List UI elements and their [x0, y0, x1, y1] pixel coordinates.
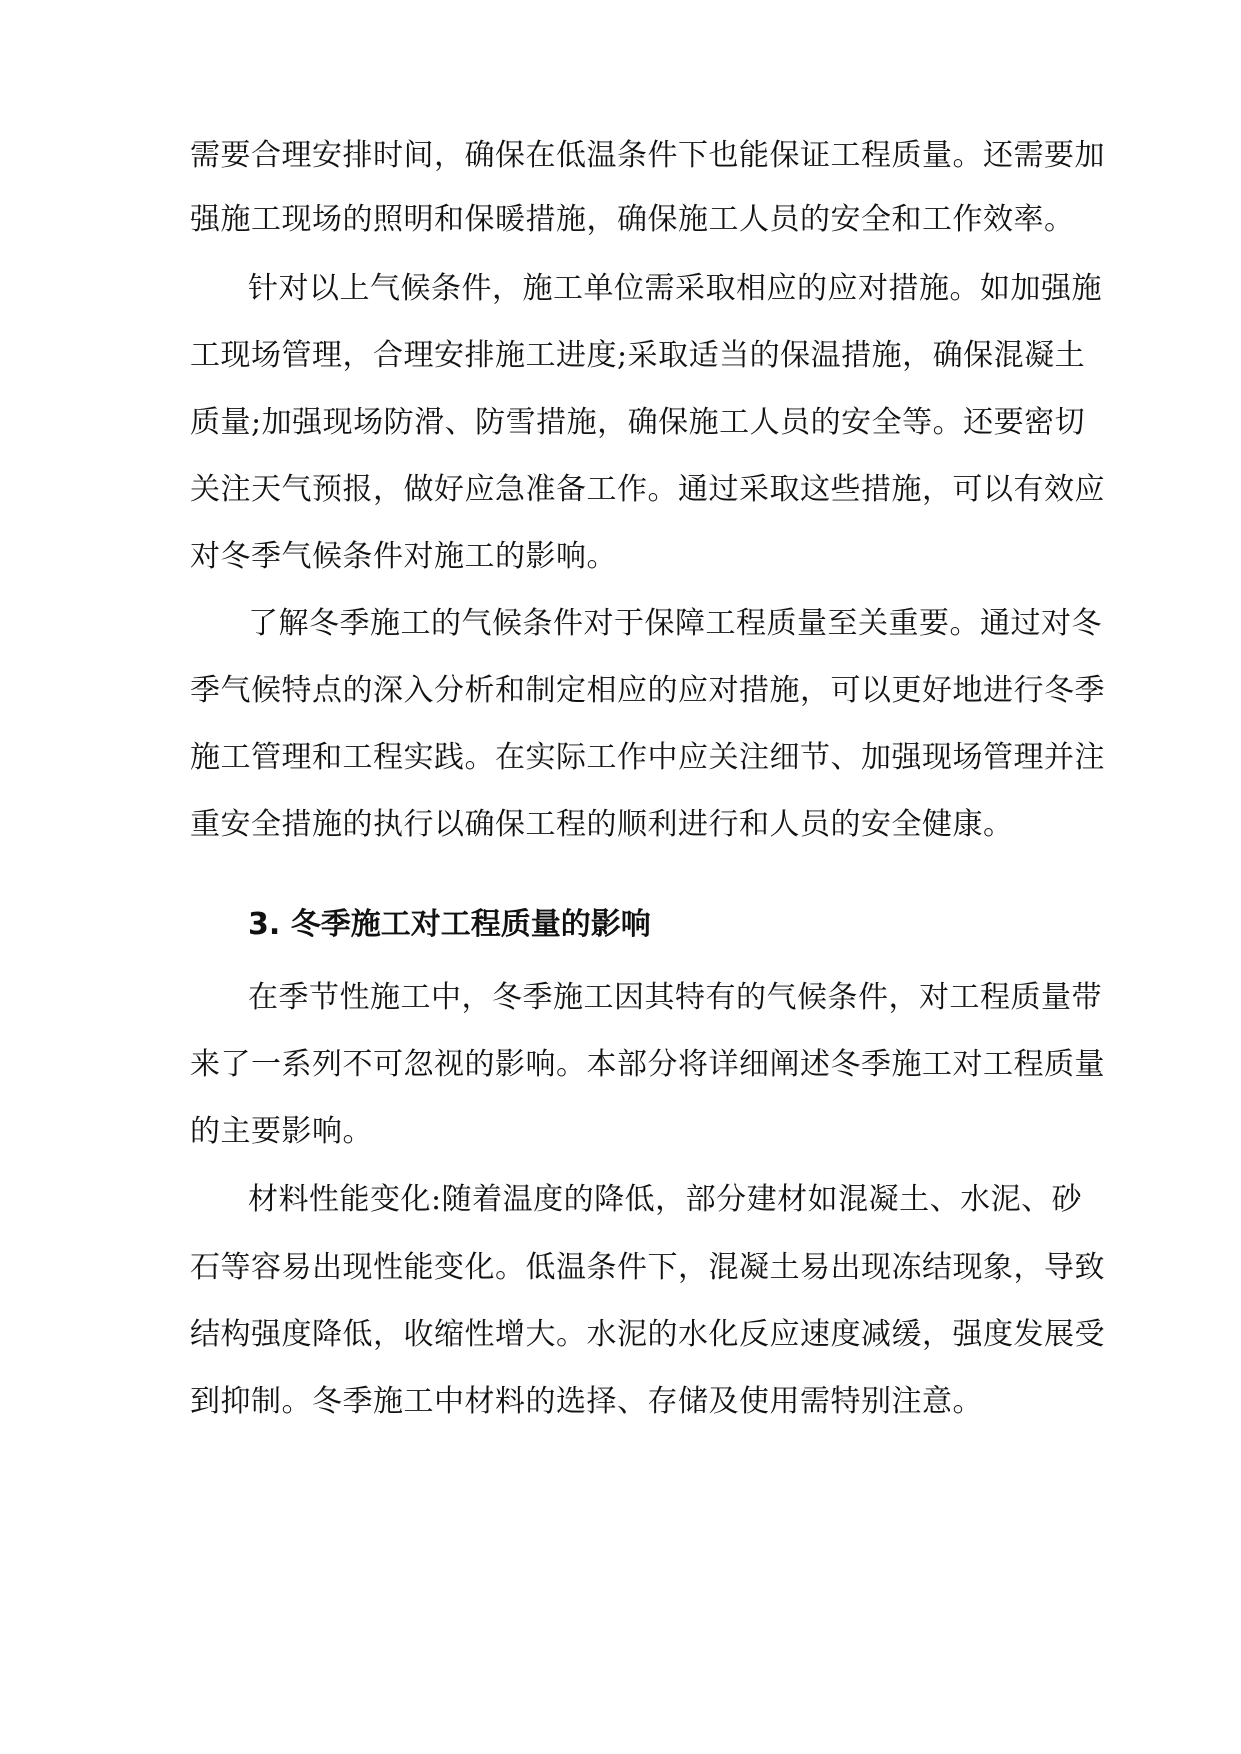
paragraph-line: 针对以上气候条件，施工单位需采取相应的应对措施。如加强施 [248, 271, 1102, 306]
paragraph-line: 来了一系列不可忽视的影响。本部分将详细阐述冬季施工对工程质量 [190, 1047, 1105, 1082]
paragraph-line: 对冬季气候条件对施工的影响。 [190, 539, 617, 574]
paragraph-line: 施工管理和工程实践。在实际工作中应关注细节、加强现场管理并注 [190, 740, 1105, 775]
paragraph-line: 需要合理安排时间，确保在低温条件下也能保证工程质量。还需要加 [190, 138, 1105, 173]
paragraph-line: 质量;加强现场防滑、防雪措施，确保施工人员的安全等。还要密切 [190, 405, 1086, 440]
paragraph-line: 结构强度降低，收缩性增大。水泥的水化反应速度减缓，强度发展受 [190, 1317, 1105, 1352]
paragraph-line: 强施工现场的照明和保暖措施，确保施工人员的安全和工作效率。 [190, 202, 1075, 237]
paragraph-line: 到抑制。冬季施工中材料的选择、存储及使用需特别注意。 [190, 1384, 983, 1419]
paragraph-line: 的主要影响。 [190, 1114, 373, 1149]
paragraph-line: 工现场管理，合理安排施工进度;采取适当的保温措施，确保混凝土 [190, 338, 1086, 373]
paragraph-line: 在季节性施工中，冬季施工因其特有的气候条件，对工程质量带 [248, 980, 1102, 1015]
paragraph-line: 石等容易出现性能变化。低温条件下，混凝土易出现冻结现象，导致 [190, 1250, 1105, 1285]
paragraph-line: 了解冬季施工的气候条件对于保障工程质量至关重要。通过对冬 [248, 606, 1102, 641]
paragraph-line: 季气候特点的深入分析和制定相应的应对措施，可以更好地进行冬季 [190, 673, 1105, 708]
section-heading: 3. 冬季施工对工程质量的影响 [248, 907, 651, 942]
paragraph-line: 材料性能变化:随着温度的降低，部分建材如混凝土、水泥、砂 [248, 1182, 1083, 1217]
paragraph-line: 关注天气预报，做好应急准备工作。通过采取这些措施，可以有效应 [190, 472, 1105, 507]
paragraph-line: 重安全措施的执行以确保工程的顺利进行和人员的安全健康。 [190, 807, 1014, 842]
